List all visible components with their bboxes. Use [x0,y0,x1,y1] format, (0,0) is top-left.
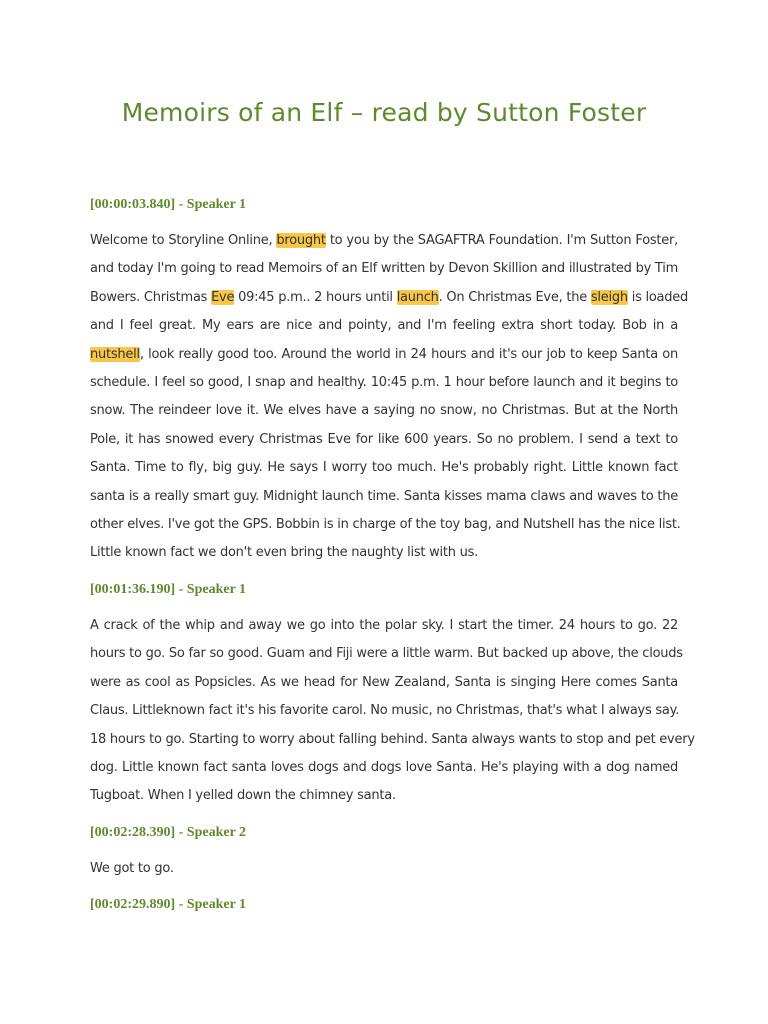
line-text: hours to go. So far so good. Guam and Fiji were a little warm. But backed up above, the clouds [90,646,683,662]
line-text: were as cool as Popsicles. As we head for New Zealand, Santa is singing Here comes Santa [90,674,678,690]
line-text: Welcome to Storyline Online, [90,233,277,248]
transcript-line [90,754,678,782]
line-text: Tugboat. When I yelled down the chimney santa. [90,788,396,804]
highlighted-word: sleigh [590,289,628,305]
line-text: . On Christmas Eve, the [438,289,591,305]
line-text: and today I'm going to read Memoirs of an Elf written by Devon Skillion and illustrated by Tim [90,261,678,277]
line-text: Claus. Littleknown fact it's his favorite carol. No music, no Christmas, that's what I always say. [90,703,680,719]
transcript-line [90,640,683,668]
transcript-line [90,426,678,454]
line-text: schedule. I feel so good, I snap and healthy. 10:45 p.m. 1 hour before launch and it begins to [90,375,678,391]
highlighted-word: Eve [211,289,235,305]
line-text: snow. The reindeer love it. We elves have a saying no snow, no Christmas. But at the North [90,403,678,419]
transcript-paragraph [90,855,678,883]
line-text: A crack of the whip and away we go into the polar sky. I start the timer. 24 hours to go. 22 [90,618,678,633]
transcript-line [90,511,681,539]
transcript-line [90,227,678,255]
line-text: Pole, it has snowed every Christmas Eve for like 600 years. So no problem. I send a text to [90,431,678,447]
speaker-timestamp: [00:02:29.890] - Speaker 1 [90,897,247,912]
transcript-line [90,284,689,312]
line-text: 18 hours to go. Starting to worry about falling behind. Santa always wants to stop and pet every [90,731,695,747]
speaker-timestamp: [00:02:28.390] - Speaker 2 [90,825,247,840]
transcript-line [90,669,678,697]
document-title: Memoirs of an Elf – read by Sutton Foster [121,98,647,127]
transcript-line [90,782,678,810]
highlighted-word: brought [276,233,326,248]
transcript-line [90,397,678,425]
transcript-line [90,255,678,283]
transcript-line [90,539,678,567]
transcript-line [90,369,678,397]
speaker-timestamp: [00:00:03.840] - Speaker 1 [90,197,247,212]
line-text: dog. Little known fact santa loves dogs and dogs love Santa. He's playing with a dog named [90,760,678,776]
line-text: 09:45 p.m.. 2 hours until [234,289,397,305]
transcript-line [90,312,678,340]
line-text: to you by the SAGAFTRA Foundation. I'm Sutton Foster, [325,233,678,248]
highlighted-word: launch [396,289,439,305]
transcript-paragraph [90,612,695,811]
transcript-line [90,697,678,725]
line-text: Santa. Time to fly, big guy. He says I worry too much. He's probably right. Little known fact [90,460,678,476]
line-text: santa is a really smart guy. Midnight launch time. Santa kisses mama claws and waves to the [90,488,678,504]
line-text: Little known fact we don't even bring the naughty list with us. [90,545,478,561]
line-text: is loaded [627,289,689,305]
speaker-timestamp: [00:01:36.190] - Speaker 1 [90,582,247,597]
line-text: We got to go. [90,861,174,876]
line-text: and I feel great. My ears are nice and pointy, and I'm feeling extra short today. Bob in a [90,318,678,334]
line-text: other elves. I've got the GPS. Bobbin is in charge of the toy bag, and Nutshell has the nice list. [90,517,681,533]
line-text: Bowers. Christmas [90,289,212,305]
highlighted-word: nutshell [90,346,140,362]
transcript-line [90,341,678,369]
line-text: , look really good too. Around the world in 24 hours and it's our job to keep Santa on [139,346,678,362]
transcript-line [90,726,695,754]
transcript-line [90,855,678,883]
transcript-paragraph [90,227,689,568]
transcript-line [90,454,678,482]
transcript-line [90,483,678,511]
transcript-line [90,612,678,640]
